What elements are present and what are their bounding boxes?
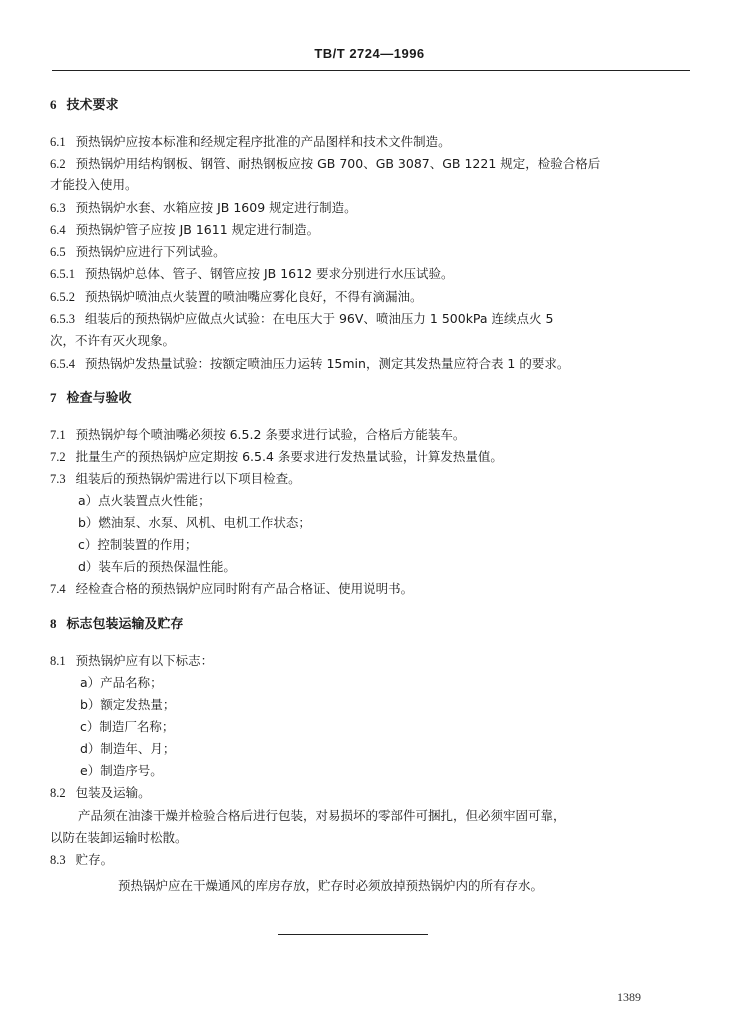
clause-6-3: [50, 200, 357, 216]
header-rule: [52, 70, 690, 71]
clause-7-3: [50, 471, 301, 487]
clause-7-4: [50, 581, 413, 597]
section-8-heading: [50, 616, 184, 633]
clause-text: 预热锅炉每个喷油嘴必须按 6.5.2 条要求进行试验，合格后方能装车。: [75, 427, 466, 442]
clause-text: 预热锅炉发热量试验：按额定喷油压力运转 15min，测定其发热量应符合表 1 的要求。: [85, 356, 570, 371]
list-item-7-3-a: a）点火装置点火性能；: [78, 493, 211, 508]
clause-8-2-paragraph-continuation: 以防在装卸运输时松散。: [50, 830, 188, 845]
clause-text: 预热锅炉喷油点火装置的喷油嘴应雾化良好，不得有滴漏油。: [85, 289, 423, 304]
section-number: 8: [50, 616, 57, 631]
clause-6-2: [50, 156, 600, 172]
list-item-8-1-d: d）制造年、月；: [80, 741, 176, 756]
standard-number-header: TB/T 2724—1996: [314, 46, 425, 61]
clause-text: 预热锅炉应进行下列试验。: [75, 244, 226, 259]
clause-number: 7.3: [50, 472, 66, 486]
clause-number: 6.3: [50, 201, 66, 215]
clause-text: 预热锅炉应有以下标志：: [75, 653, 214, 668]
clause-6-5-1: [50, 266, 454, 282]
clause-text: 贮存。: [75, 852, 114, 867]
list-item-7-3-c: c）控制装置的作用；: [78, 537, 198, 552]
list-item-7-3-d: d）装车后的预热保温性能。: [78, 559, 236, 574]
clause-8-3: [50, 852, 113, 868]
clause-6-5-2: [50, 289, 423, 305]
clause-number: 8.2: [50, 786, 66, 800]
clause-number: 8.1: [50, 654, 66, 668]
clause-6-5-4: [50, 356, 569, 372]
section-number: 7: [50, 390, 57, 405]
list-item-8-1-c: c）制造厂名称；: [80, 719, 175, 734]
clause-6-4: [50, 222, 319, 238]
list-item-8-1-a: a）产品名称；: [80, 675, 163, 690]
clause-8-3-paragraph: 预热锅炉应在干燥通风的库房存放，贮存时必须放掉预热锅炉内的所有存水。: [118, 878, 544, 893]
clause-text: 预热锅炉水套、水箱应按 JB 1609 规定进行制造。: [75, 200, 357, 215]
list-item-7-3-b: b）燃油泵、水泵、风机、电机工作状态；: [78, 515, 311, 530]
clause-number: 6.5.1: [50, 267, 75, 281]
clause-text: 组装后的预热锅炉需进行以下项目检查。: [75, 471, 301, 486]
clause-6-2-continuation: 才能投入使用。: [50, 177, 138, 192]
clause-6-5: [50, 244, 226, 260]
clause-text: 预热锅炉管子应按 JB 1611 规定进行制造。: [75, 222, 320, 237]
section-title: 检查与验收: [66, 391, 132, 406]
clause-number: 6.5.2: [50, 290, 75, 304]
clause-number: 7.2: [50, 450, 66, 464]
clause-number: 6.5: [50, 245, 66, 259]
clause-7-1: [50, 427, 465, 443]
list-item-8-1-b: b）额定发热量；: [80, 697, 176, 712]
clause-8-2-paragraph: 产品须在油漆干燥并检验合格后进行包装，对易损坏的零部件可捆扎，但必须牢固可靠，: [78, 808, 566, 823]
clause-8-1: [50, 653, 213, 669]
clause-6-1: [50, 134, 451, 150]
section-7-heading: [50, 390, 132, 407]
clause-number: 6.1: [50, 135, 66, 149]
clause-6-5-3-continuation: 次，不许有灭火现象。: [50, 333, 176, 348]
clause-number: 6.5.4: [50, 357, 75, 371]
section-6-heading: [50, 97, 119, 114]
clause-7-2: [50, 449, 503, 465]
clause-text: 包装及运输。: [75, 785, 151, 800]
clause-number: 6.5.3: [50, 312, 75, 326]
end-rule: [278, 934, 428, 935]
page-number: 1389: [617, 990, 641, 1004]
clause-text: 预热锅炉应按本标准和经规定程序批准的产品图样和技术文件制造。: [75, 134, 451, 149]
clause-text: 预热锅炉总体、管子、钢管应按 JB 1612 要求分别进行水压试验。: [85, 266, 454, 281]
section-title: 技术要求: [66, 98, 119, 113]
section-number: 6: [50, 97, 57, 112]
list-item-8-1-e: e）制造序号。: [80, 763, 163, 778]
clause-number: 7.4: [50, 582, 66, 596]
clause-text: 批量生产的预热锅炉应定期按 6.5.4 条要求进行发热量试验，计算发热量值。: [75, 449, 503, 464]
clause-number: 8.3: [50, 853, 66, 867]
clause-number: 6.2: [50, 157, 66, 171]
clause-6-5-3: [50, 311, 553, 327]
clause-text: 经检查合格的预热锅炉应同时附有产品合格证、使用说明书。: [75, 581, 414, 596]
clause-8-2: [50, 785, 151, 801]
clause-number: 6.4: [50, 223, 66, 237]
section-title: 标志包装运输及贮存: [66, 617, 184, 632]
clause-text: 预热锅炉用结构钢板、钢管、耐热钢板应按 GB 700、GB 3087、GB 1221 规定，检验合格后: [75, 156, 601, 171]
clause-number: 7.1: [50, 428, 66, 442]
clause-text: 组装后的预热锅炉应做点火试验：在电压大于 96V、喷油压力 1 500kPa 连续点火 5: [85, 311, 554, 326]
